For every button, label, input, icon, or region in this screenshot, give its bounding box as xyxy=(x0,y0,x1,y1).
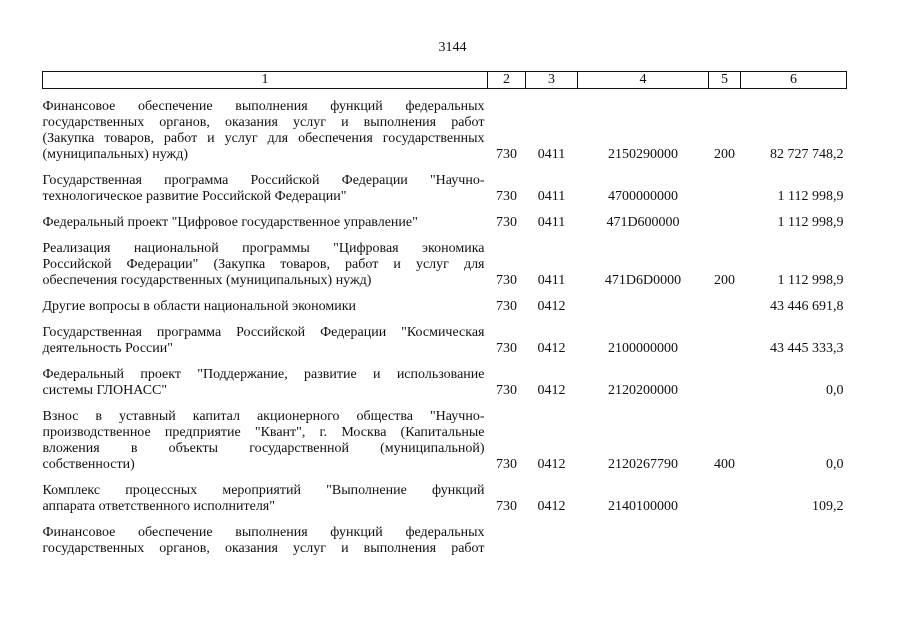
row-amount: 0,0 xyxy=(826,383,844,398)
row-expense-type xyxy=(709,525,741,557)
row-description xyxy=(43,99,488,163)
row-target-article xyxy=(578,299,709,315)
row-description xyxy=(43,367,488,399)
row-section-code: 0412 xyxy=(537,499,566,514)
row-expense-type xyxy=(709,215,741,231)
description-line: аппарата ответственного исполнителя" xyxy=(42,499,275,514)
header-col-3: 3 xyxy=(526,72,578,89)
row-expense-type xyxy=(709,173,741,205)
row-target-article: 2100000000 xyxy=(608,341,678,356)
row-section-code: 0411 xyxy=(537,189,566,204)
row-chapter-code xyxy=(488,525,526,557)
row-chapter-code: 730 xyxy=(496,341,517,356)
header-col-2: 2 xyxy=(488,72,526,89)
table-row xyxy=(43,525,847,557)
row-section-code: 0412 xyxy=(537,299,566,314)
row-section-code xyxy=(526,525,578,557)
row-target-article: 4700000000 xyxy=(608,189,678,204)
row-target-article xyxy=(578,525,709,557)
row-expense-type xyxy=(709,483,741,515)
description-line: технологическое развитие Российской Федерации" xyxy=(42,189,347,204)
row-amount: 43 445 333,3 xyxy=(770,341,844,356)
row-description xyxy=(43,409,488,473)
description-line: Финансовое обеспечение выполнения функций федеральных xyxy=(42,525,485,540)
row-amount: 82 727 748,2 xyxy=(770,147,844,162)
description-line: вложения в объекты государственной (муниципальной) xyxy=(42,441,485,456)
row-section-code: 0411 xyxy=(537,273,566,288)
row-chapter-code: 730 xyxy=(496,215,517,230)
row-spacer xyxy=(43,163,847,173)
row-spacer xyxy=(43,315,847,325)
header-col-6: 6 xyxy=(741,72,847,89)
row-chapter-code: 730 xyxy=(496,299,517,314)
table-row xyxy=(43,483,847,515)
row-target-article: 471D6D0000 xyxy=(604,273,682,288)
budget-table xyxy=(42,71,847,557)
row-amount: 43 446 691,8 xyxy=(770,299,844,314)
row-target-article: 471D600000 xyxy=(606,215,680,230)
description-line: Федеральный проект "Цифровое государственное управление" xyxy=(42,215,418,230)
description-line: Другие вопросы в области национальной экономики xyxy=(42,299,357,314)
row-amount: 0,0 xyxy=(826,457,844,472)
row-section-code: 0412 xyxy=(537,383,566,398)
row-section-code: 0411 xyxy=(537,147,566,162)
table-row xyxy=(43,241,847,289)
row-amount: 1 112 998,9 xyxy=(777,215,844,230)
description-line: Государственная программа Российской Федерации "Космическая xyxy=(42,325,485,340)
header-col-5: 5 xyxy=(709,72,741,89)
table-body xyxy=(43,89,847,558)
row-spacer xyxy=(43,289,847,299)
table-row xyxy=(43,325,847,357)
row-amount: 1 112 998,9 xyxy=(777,189,844,204)
page-number: 3144 xyxy=(438,40,467,55)
row-expense-type: 200 xyxy=(714,273,735,288)
description-line: Реализация национальной программы "Цифровая экономика xyxy=(42,241,485,256)
row-chapter-code: 730 xyxy=(496,273,517,288)
header-col-1: 1 xyxy=(43,72,488,89)
description-line: Федеральный проект "Поддержание, развитие и использование xyxy=(42,367,485,382)
header-col-4: 4 xyxy=(578,72,709,89)
description-line: Комплекс процессных мероприятий "Выполнение функций xyxy=(42,483,485,498)
row-spacer xyxy=(43,205,847,215)
row-spacer xyxy=(43,89,847,100)
row-amount xyxy=(741,525,847,557)
row-description xyxy=(43,299,488,315)
row-description xyxy=(43,483,488,515)
row-description xyxy=(43,173,488,205)
row-expense-type xyxy=(709,367,741,399)
table-row xyxy=(43,367,847,399)
row-expense-type: 400 xyxy=(714,457,735,472)
row-description xyxy=(43,241,488,289)
table-row xyxy=(43,299,847,315)
description-line: (муниципальных) нужд) xyxy=(42,147,189,162)
row-section-code: 0411 xyxy=(537,215,566,230)
row-amount: 1 112 998,9 xyxy=(777,273,844,288)
description-line: Государственная программа Российской Федерации "Научно- xyxy=(42,173,485,188)
row-chapter-code: 730 xyxy=(496,499,517,514)
row-section-code: 0412 xyxy=(537,341,566,356)
table-header-row xyxy=(43,72,847,89)
table-row xyxy=(43,409,847,473)
description-line: государственных органов, оказания услуг и выполнения работ xyxy=(42,541,485,556)
row-target-article: 2120200000 xyxy=(608,383,678,398)
row-expense-type: 200 xyxy=(714,147,735,162)
description-line: деятельность России" xyxy=(42,341,173,356)
description-line: производственное предприятие "Квант", г. Москва (Капитальные xyxy=(42,425,485,440)
row-chapter-code: 730 xyxy=(496,189,517,204)
row-spacer xyxy=(43,473,847,483)
row-expense-type xyxy=(709,299,741,315)
row-description xyxy=(43,325,488,357)
description-line: Российской Федерации" (Закупка товаров, работ и услуг для xyxy=(42,257,485,272)
row-chapter-code: 730 xyxy=(496,147,517,162)
row-description xyxy=(43,525,488,557)
description-line: собственности) xyxy=(42,457,135,472)
description-line: обеспечения государственных (муниципальных) нужд) xyxy=(42,273,372,288)
row-target-article: 2150290000 xyxy=(608,147,678,162)
description-line: системы ГЛОНАСС" xyxy=(42,383,168,398)
description-line: (Закупка товаров, работ и услуг для обеспечения государственных xyxy=(42,131,485,146)
row-spacer xyxy=(43,399,847,409)
row-chapter-code: 730 xyxy=(496,383,517,398)
table-row xyxy=(43,173,847,205)
row-expense-type xyxy=(709,325,741,357)
description-line: Финансовое обеспечение выполнения функций федеральных xyxy=(42,99,485,114)
row-amount: 109,2 xyxy=(812,499,844,514)
row-description xyxy=(43,215,488,231)
row-spacer xyxy=(43,357,847,367)
description-line: государственных органов, оказания услуг и выполнения работ xyxy=(42,115,485,130)
table-row xyxy=(43,99,847,163)
row-chapter-code: 730 xyxy=(496,457,517,472)
row-target-article: 2120267790 xyxy=(608,457,678,472)
table-row xyxy=(43,215,847,231)
description-line: Взнос в уставный капитал акционерного общества "Научно- xyxy=(42,409,485,424)
row-spacer xyxy=(43,231,847,241)
row-target-article: 2140100000 xyxy=(608,499,678,514)
row-spacer xyxy=(43,515,847,525)
row-section-code: 0412 xyxy=(537,457,566,472)
